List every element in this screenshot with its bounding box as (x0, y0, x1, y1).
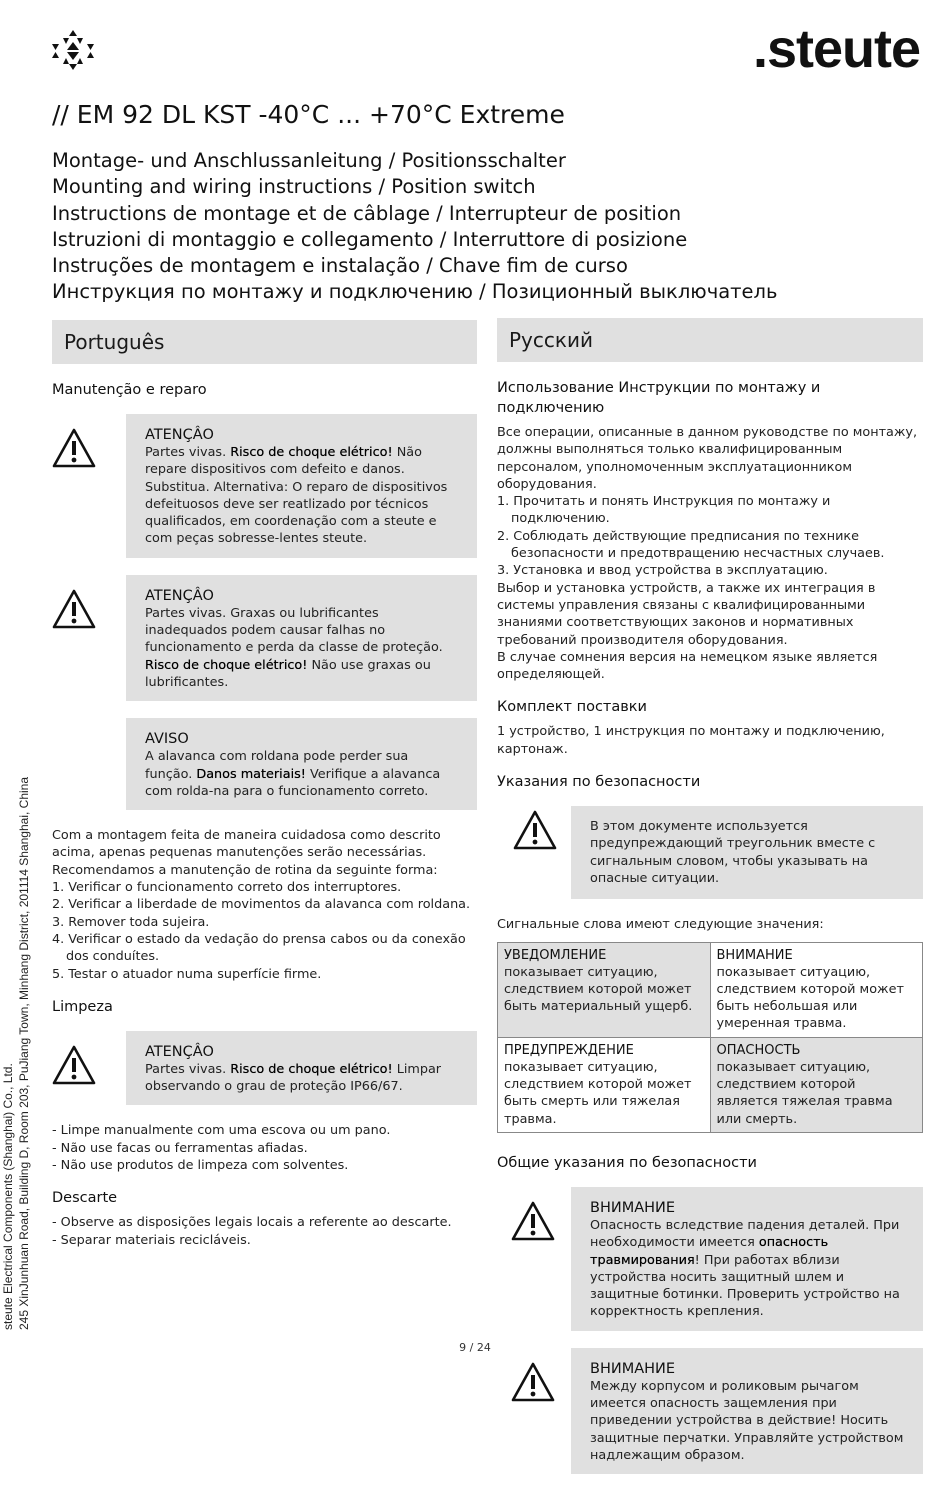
subtitle-fr: Instructions de montage et de câblage / Interrupteur de position (52, 201, 682, 225)
safety-info-box (571, 806, 923, 899)
signal-word: ВНИМАНИЕ (716, 947, 793, 963)
instructions-use-text-3: В случае сомнения версия на немецком языке является определяющей. (497, 649, 878, 683)
maintenance-list (52, 879, 477, 983)
warning-triangle-icon (511, 1362, 555, 1402)
signal-word: ПРЕДУПРЕЖДЕНИЕ (504, 1042, 634, 1058)
list-item: - Não use facas ou ferramentas afiadas. (52, 1140, 308, 1156)
warning-box (126, 1031, 477, 1106)
warning-text: Опасность вследствие падения деталей. При необходимости имеется опасность травмирования! При работах вблизи устройства носить защитный шлем и защитные ботинки. Проверить устройство на корректность крепления. (590, 1217, 900, 1320)
table-cell (710, 1037, 923, 1132)
table-cell (498, 942, 711, 1037)
company-name: steute Electrical Components (Shanghai) Co., Ltd. (1, 1063, 15, 1330)
signal-word: ОПАСНОСТЬ (716, 1042, 801, 1058)
list-item: - Observe as disposições legais locais a referente ao descarte. (52, 1215, 452, 1231)
list-item: 1. Verificar o funcionamento correto dos interruptores. (52, 880, 402, 896)
subtitle-en: Mounting and wiring instructions / Position switch (52, 175, 536, 199)
warning-text: Partes vivas. Graxas ou lubrificantes inadequados podem causar falhas no funcionamento e perda da classe de proteção. Risco de choque elétrico! Não use graxas ou lubrificantes. (145, 605, 443, 690)
instructions-use-text-2: Выбор и установка устройств, а также их интеграция в системы управления связаны с квалифицированными знаниями соответствующих законов и нормативных требований производителя оборудования. (497, 580, 876, 648)
signal-word: УВЕДОМЛЕНИЕ (504, 947, 607, 963)
list-item: 2. Соблюдать действующие предписания по технике безопасности и предотвращению несчастных случаев. (497, 528, 885, 562)
notice-title: AVISO (145, 731, 189, 748)
subtitle-ru: Инструкция по монтажу и подключению / Позиционный выключатель (52, 280, 778, 304)
warning-text: Partes vivas. Risco de choque elétrico! Não repare dispositivos com defeito e danos. Substitua. Alternativa: O reparo de dispositivos defeituosos deve ser reatlizado por técnicos qualificados, em coordenação com a steute e com peças sobresse-lentes steute. (145, 445, 448, 547)
document-title: // EM 92 DL KST -40°C ... +70°C Extreme (52, 100, 565, 129)
subtitles (52, 148, 778, 306)
warning-triangle-icon (52, 428, 96, 468)
signal-words-table (497, 942, 923, 1133)
column-russian (497, 318, 923, 1491)
brand-logo: .steute (752, 19, 920, 79)
instructions-use-list (497, 493, 923, 579)
maintenance-text: Com a montagem feita de maneira cuidadosa como descrito acima, apenas pequenas manutenções serão necessárias. Recomendamos a manutenção de rotina da seguinte forma: (52, 828, 441, 878)
warning-triangle-icon (52, 1045, 96, 1085)
signal-meaning: показывает ситуацию, следствием которой является тяжелая травма или смерть. (716, 1059, 893, 1127)
warning-box (126, 575, 477, 701)
signal-meaning: показывает ситуацию, следствием которой может быть смерть или тяжелая травма. (504, 1059, 692, 1127)
warning-block (497, 1187, 923, 1331)
warning-triangle-icon (52, 589, 96, 629)
subtitle-it: Istruzioni di montaggio e collegamento / Interruttore di posizione (52, 227, 688, 251)
subtitle-pt: Instruções de montagem e instalação / Chave fim de curso (52, 254, 628, 278)
warning-title: ATENÇÂO (145, 587, 214, 604)
heading-instructions-use: Использование Инструкции по монтажу и подключению (497, 380, 821, 416)
notice-text: A alavanca com roldana pode perder sua função. Danos materiais! Verifique a alavanca com rolda-na para o funcionamento correto. (145, 749, 441, 799)
list-item: 1. Прочитать и понять Инструкция по монтажу и подключению. (497, 494, 831, 527)
warning-block (52, 414, 477, 558)
warning-title: ATENÇÂO (145, 1043, 214, 1060)
list-item: 3. Установка и ввод устройства в эксплуатацию. (497, 563, 828, 579)
heading-scope-of-delivery: Комплект поставки (497, 699, 647, 716)
list-item: 4. Verificar o estado da vedação do prensa cabos ou da conexão dos conduítes. (52, 931, 466, 965)
list-item: - Limpe manualmente com uma escova ou um pano. (52, 1123, 391, 1139)
company-address: 245 XinJunhuan Road, Building D, Room 203, PuJiang Town, Minhang District, 201114 Shanghai, China (17, 776, 31, 1330)
warning-triangle-icon (511, 1201, 555, 1241)
disposal-list (52, 1214, 477, 1249)
notice-block (52, 718, 477, 810)
warning-triangle-icon (513, 810, 557, 850)
list-item: 5. Testar o atuador numa superfície firme. (52, 966, 322, 982)
heading-cleaning: Limpeza (52, 998, 113, 1015)
warning-block (52, 1031, 477, 1106)
list-item: - Separar materiais recicláveis. (52, 1232, 251, 1248)
list-item: - Não use produtos de limpeza com solventes. (52, 1158, 349, 1174)
language-header-pt: Português (52, 320, 477, 364)
heading-general-safety: Общие указания по безопасности (497, 1154, 757, 1171)
table-cell (498, 1037, 711, 1132)
instructions-use-text: Все операции, описанные в данном руководстве по монтажу, должны выполняться только квалифицированным персоналом, уполномоченным эксплуатационником оборудования. (497, 425, 918, 492)
notice-box (126, 718, 477, 810)
signal-meaning: показывает ситуацию, следствием которой может быть небольшая или умеренная травма. (716, 964, 904, 1032)
signal-words-intro: Сигнальные слова имеют следующие значения: (497, 917, 824, 933)
warning-title: ВНИМАНИЕ (590, 1199, 676, 1216)
vertical-company-address (0, 740, 32, 1330)
column-portuguese (52, 318, 477, 1249)
language-header-ru: Русский (497, 318, 923, 362)
safety-info-text: В этом документе используется предупреждающий треугольник вместе с сигнальным словом, чтобы указывать на опасные ситуации. (590, 819, 876, 886)
list-item: 3. Remover toda sujeira. (52, 914, 210, 930)
steute-logo-icon (52, 30, 94, 70)
heading-safety: Указания по безопасности (497, 774, 701, 791)
warning-block (497, 1348, 923, 1474)
warning-block (52, 575, 477, 701)
warning-box (571, 1187, 923, 1331)
heading-disposal: Descarte (52, 1190, 118, 1207)
scope-of-delivery-text: 1 устройство, 1 инструкция по монтажу и подключению, картонаж. (497, 724, 885, 757)
list-item: 2. Verificar a liberdade de movimentos da alavanca com roldana. (52, 897, 471, 913)
page-number: 9 / 24 (459, 1341, 491, 1354)
heading-maintenance: Manutenção e reparo (52, 382, 207, 398)
signal-meaning: показывает ситуацию, следствием которой может быть материальный ущерб. (504, 964, 693, 1015)
warning-box (571, 1348, 923, 1474)
warning-text: Partes vivas. Risco de choque elétrico! Limpar observando o grau de proteção IP66/67. (145, 1061, 442, 1095)
table-cell (710, 942, 923, 1037)
cleaning-list (52, 1122, 477, 1174)
warning-title: ATENÇÂO (145, 427, 214, 443)
subtitle-de: Montage- und Anschlussanleitung / Positionsschalter (52, 149, 566, 172)
safety-info-block (497, 806, 923, 899)
warning-box (126, 414, 477, 558)
warning-title: ВНИМАНИЕ (590, 1360, 676, 1377)
warning-text: Между корпусом и роликовым рычагом имеется опасность защемления при приведении устройства в действие! Носить защитные перчатки. Управляйте устройством надлежащим образом. (590, 1378, 904, 1463)
